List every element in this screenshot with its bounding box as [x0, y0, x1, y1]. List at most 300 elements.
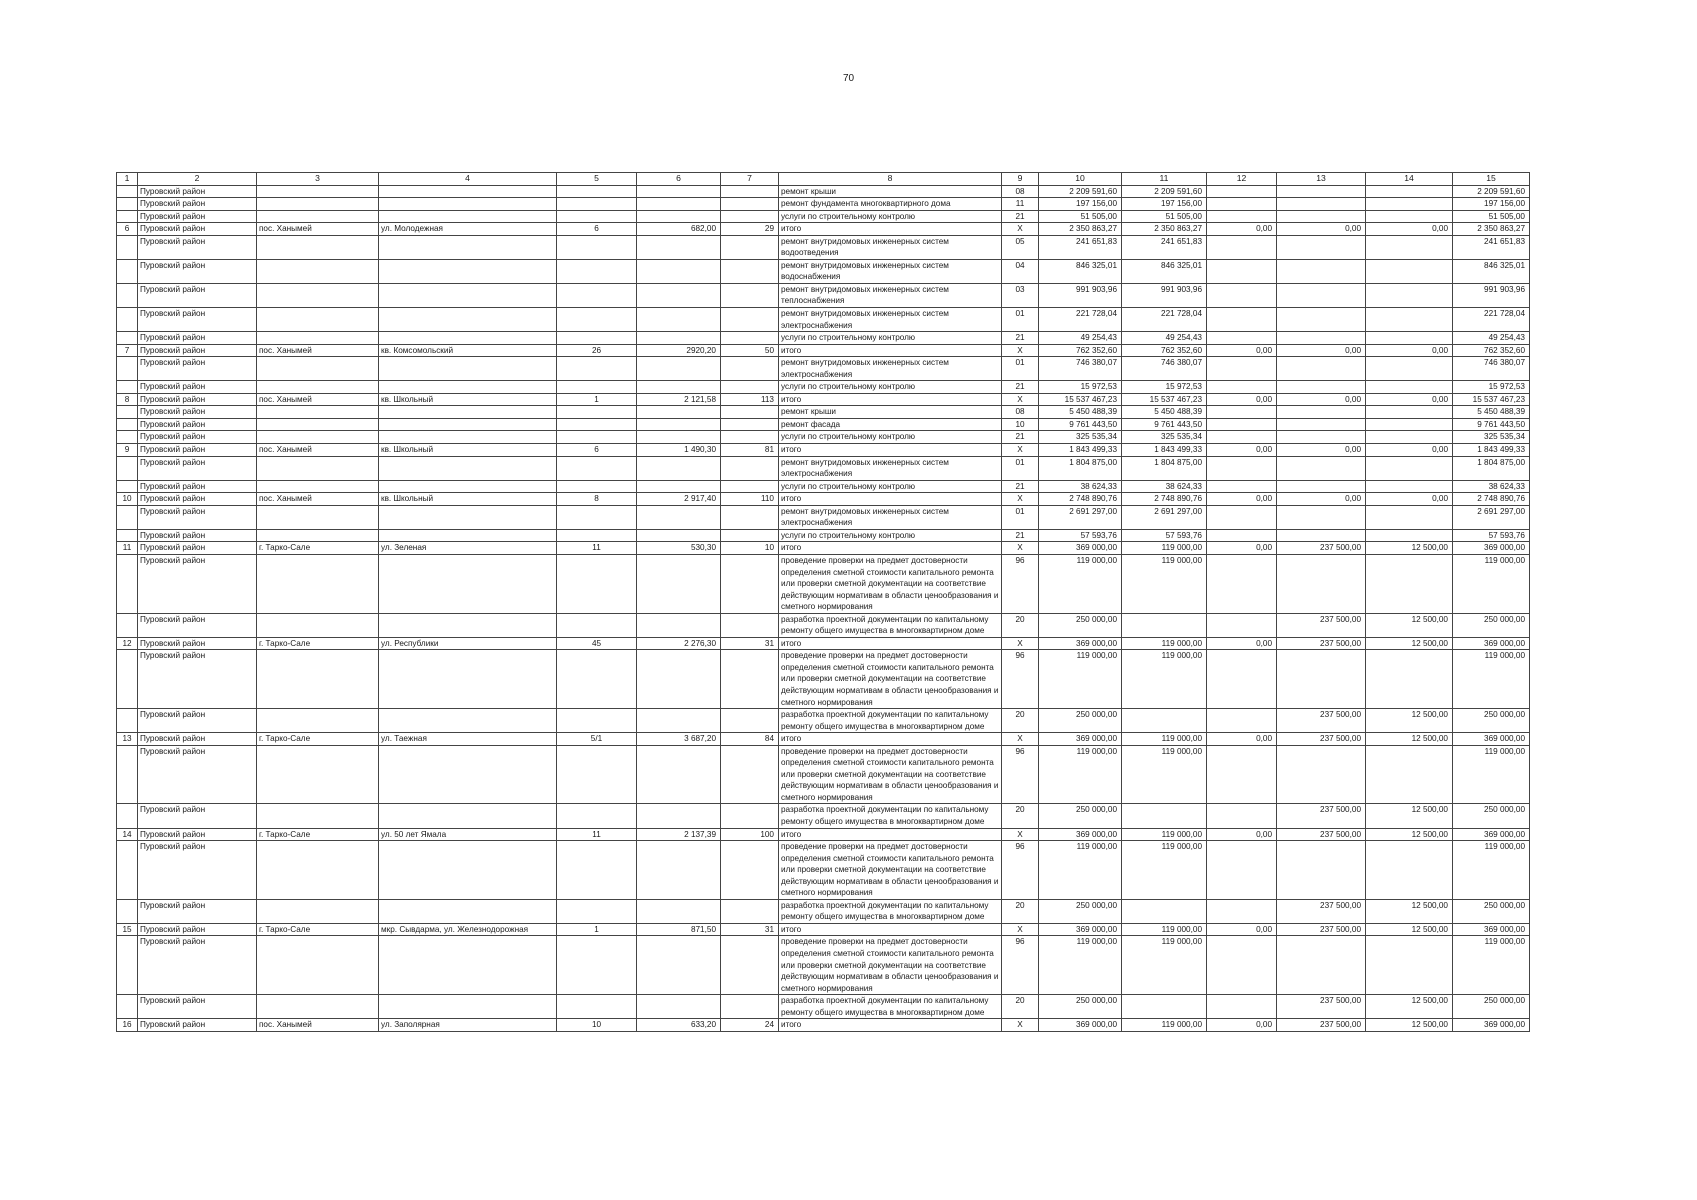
- table-cell: ул. Республики: [379, 637, 557, 650]
- table-cell: 12 500,00: [1366, 828, 1453, 841]
- table-cell: 0,00: [1277, 223, 1366, 236]
- table-cell: 119 000,00: [1453, 936, 1530, 995]
- table-cell: [721, 456, 779, 480]
- table-cell: [637, 357, 721, 381]
- table-cell: [637, 418, 721, 431]
- table-cell: ремонт фасада: [779, 418, 1002, 431]
- table-cell: [1366, 431, 1453, 444]
- table-cell: [1277, 381, 1366, 394]
- table-cell: [257, 745, 379, 804]
- table-cell: 119 000,00: [1039, 936, 1122, 995]
- table-cell: [1366, 185, 1453, 198]
- table-cell: [721, 505, 779, 529]
- table-row-object: [117, 223, 1530, 236]
- table-cell: [1207, 235, 1277, 259]
- table-cell: [117, 332, 138, 345]
- table-cell: 0,00: [1207, 542, 1277, 555]
- table-cell: 5 450 488,39: [1453, 406, 1530, 419]
- table-cell: 1 804 875,00: [1122, 456, 1207, 480]
- table-cell: [379, 210, 557, 223]
- table-cell: Пуровский район: [138, 406, 257, 419]
- table-cell: [557, 381, 637, 394]
- table-row-object: [117, 344, 1530, 357]
- table-cell: Пуровский район: [138, 554, 257, 613]
- table-cell: итого: [779, 493, 1002, 506]
- table-cell: X: [1002, 923, 1039, 936]
- table-cell: [117, 198, 138, 211]
- table-cell: [1366, 841, 1453, 900]
- table-row: [117, 431, 1530, 444]
- table-cell: [257, 418, 379, 431]
- table-cell: 369 000,00: [1039, 923, 1122, 936]
- table-cell: [1366, 357, 1453, 381]
- table-cell: X: [1002, 223, 1039, 236]
- table-cell: итого: [779, 444, 1002, 457]
- table-cell: 991 903,96: [1122, 283, 1207, 307]
- table-cell: [557, 554, 637, 613]
- table-cell: ремонт внутридомовых инженерных систем теплоснабжения: [779, 283, 1002, 307]
- table-cell: [637, 332, 721, 345]
- table-cell: [1366, 554, 1453, 613]
- table-cell: [1122, 709, 1207, 733]
- table-cell: 237 500,00: [1277, 804, 1366, 828]
- table-cell: ул. Зеленая: [379, 542, 557, 555]
- table-cell: [557, 745, 637, 804]
- table-cell: [1277, 283, 1366, 307]
- table-cell: услуги по строительному контролю: [779, 332, 1002, 345]
- table-cell: 0,00: [1277, 444, 1366, 457]
- table-cell: 237 500,00: [1277, 709, 1366, 733]
- table-cell: 01: [1002, 308, 1039, 332]
- table-cell: [257, 936, 379, 995]
- table-cell: 31: [721, 637, 779, 650]
- table-cell: [637, 406, 721, 419]
- table-cell: 110: [721, 493, 779, 506]
- table-row: [117, 283, 1530, 307]
- table-cell: [721, 995, 779, 1019]
- table-cell: [1366, 480, 1453, 493]
- table-cell: [1207, 185, 1277, 198]
- table-cell: 96: [1002, 650, 1039, 709]
- table-cell: 0,00: [1207, 223, 1277, 236]
- table-cell: Пуровский район: [138, 733, 257, 746]
- table-cell: X: [1002, 344, 1039, 357]
- table-cell: [1207, 308, 1277, 332]
- table-cell: 250 000,00: [1039, 709, 1122, 733]
- table-cell: 12 500,00: [1366, 613, 1453, 637]
- table-cell: 0,00: [1207, 1019, 1277, 1032]
- table-cell: [721, 418, 779, 431]
- column-number-cell: 10: [1039, 173, 1122, 186]
- table-cell: 05: [1002, 235, 1039, 259]
- table-cell: Пуровский район: [138, 357, 257, 381]
- table-cell: 12 500,00: [1366, 542, 1453, 555]
- table-cell: 12 500,00: [1366, 923, 1453, 936]
- table-cell: 49 254,43: [1453, 332, 1530, 345]
- table-cell: 746 380,07: [1122, 357, 1207, 381]
- table-cell: 197 156,00: [1453, 198, 1530, 211]
- table-cell: 8: [557, 493, 637, 506]
- table-cell: [117, 235, 138, 259]
- table-cell: [721, 357, 779, 381]
- table-cell: [1207, 283, 1277, 307]
- table-cell: 530,30: [637, 542, 721, 555]
- table-cell: 21: [1002, 210, 1039, 223]
- table-cell: Пуровский район: [138, 505, 257, 529]
- table-cell: 14: [117, 828, 138, 841]
- table-cell: Пуровский район: [138, 259, 257, 283]
- table-row-object: [117, 493, 1530, 506]
- table-cell: [637, 185, 721, 198]
- table-cell: [1366, 936, 1453, 995]
- table-cell: 237 500,00: [1277, 613, 1366, 637]
- table-cell: [1207, 613, 1277, 637]
- table-row-object: [117, 637, 1530, 650]
- table-cell: [117, 995, 138, 1019]
- table-cell: [1366, 381, 1453, 394]
- table-cell: [257, 841, 379, 900]
- table-cell: 2 748 890,76: [1122, 493, 1207, 506]
- table-cell: [637, 235, 721, 259]
- table-cell: 1 843 499,33: [1039, 444, 1122, 457]
- table-cell: 0,00: [1207, 393, 1277, 406]
- table-cell: Пуровский район: [138, 283, 257, 307]
- table-cell: X: [1002, 393, 1039, 406]
- table-cell: 26: [557, 344, 637, 357]
- table-cell: [637, 198, 721, 211]
- table-cell: [117, 259, 138, 283]
- table-cell: X: [1002, 1019, 1039, 1032]
- table-cell: 682,00: [637, 223, 721, 236]
- table-cell: [721, 936, 779, 995]
- table-cell: [637, 529, 721, 542]
- column-number-cell: 11: [1122, 173, 1207, 186]
- table-cell: 9 761 443,50: [1122, 418, 1207, 431]
- table-cell: 29: [721, 223, 779, 236]
- table-cell: [557, 529, 637, 542]
- table-cell: 237 500,00: [1277, 1019, 1366, 1032]
- table-row-object: [117, 828, 1530, 841]
- table-cell: [117, 308, 138, 332]
- table-cell: [637, 431, 721, 444]
- table-cell: 96: [1002, 936, 1039, 995]
- table-cell: 2 350 863,27: [1122, 223, 1207, 236]
- table-cell: [1366, 456, 1453, 480]
- table-cell: [557, 505, 637, 529]
- table-row: [117, 235, 1530, 259]
- table-cell: 96: [1002, 554, 1039, 613]
- table-cell: [1277, 406, 1366, 419]
- table-cell: 2 276,30: [637, 637, 721, 650]
- table-cell: 250 000,00: [1453, 995, 1530, 1019]
- table-cell: [117, 185, 138, 198]
- table-cell: Пуровский район: [138, 210, 257, 223]
- table-cell: [379, 308, 557, 332]
- table-row: [117, 995, 1530, 1019]
- table-cell: 51 505,00: [1039, 210, 1122, 223]
- table-cell: 119 000,00: [1122, 745, 1207, 804]
- table-cell: 0,00: [1207, 344, 1277, 357]
- table-cell: [1277, 650, 1366, 709]
- table-row: [117, 480, 1530, 493]
- table-cell: проведение проверки на предмет достоверности определения сметной стоимости капитального ремонта или проверки сметной документации на соответствие действующим нормативам в области ценообразования и сметного нормирования: [779, 650, 1002, 709]
- table-cell: [721, 431, 779, 444]
- table-cell: 2 691 297,00: [1122, 505, 1207, 529]
- table-cell: 119 000,00: [1453, 745, 1530, 804]
- table-cell: [637, 456, 721, 480]
- table-cell: [1207, 936, 1277, 995]
- table-cell: [557, 406, 637, 419]
- table-cell: 119 000,00: [1122, 542, 1207, 555]
- table-cell: [637, 995, 721, 1019]
- table-cell: [557, 431, 637, 444]
- table-cell: [637, 505, 721, 529]
- table-cell: [637, 283, 721, 307]
- table-cell: [1366, 332, 1453, 345]
- table-cell: Пуровский район: [138, 198, 257, 211]
- table-cell: 1 490,30: [637, 444, 721, 457]
- table-cell: разработка проектной документации по капитальному ремонту общего имущества в многоквартирном доме: [779, 995, 1002, 1019]
- table-cell: 15 537 467,23: [1453, 393, 1530, 406]
- table-cell: [637, 841, 721, 900]
- table-cell: [1207, 745, 1277, 804]
- table-cell: 100: [721, 828, 779, 841]
- table-cell: [1366, 308, 1453, 332]
- table-cell: Пуровский район: [138, 1019, 257, 1032]
- table-cell: 119 000,00: [1453, 650, 1530, 709]
- table-cell: [379, 505, 557, 529]
- table-cell: 369 000,00: [1039, 1019, 1122, 1032]
- table-cell: 1 804 875,00: [1453, 456, 1530, 480]
- table-cell: проведение проверки на предмет достоверности определения сметной стоимости капитального ремонта или проверки сметной документации на соответствие действующим нормативам в области ценообразования и сметного нормирования: [779, 745, 1002, 804]
- table-cell: 51 505,00: [1453, 210, 1530, 223]
- table-cell: [557, 480, 637, 493]
- table-cell: 15: [117, 923, 138, 936]
- table-cell: 2 137,39: [637, 828, 721, 841]
- table-cell: 31: [721, 923, 779, 936]
- table-cell: [557, 456, 637, 480]
- table-cell: [379, 332, 557, 345]
- table-cell: 08: [1002, 406, 1039, 419]
- table-cell: [637, 480, 721, 493]
- table-row: [117, 332, 1530, 345]
- table-cell: [117, 804, 138, 828]
- table-cell: [117, 283, 138, 307]
- table-cell: [117, 936, 138, 995]
- table-cell: [557, 899, 637, 923]
- table-cell: 96: [1002, 745, 1039, 804]
- table-cell: [379, 899, 557, 923]
- table-cell: [257, 456, 379, 480]
- table-cell: [557, 995, 637, 1019]
- table-cell: 96: [1002, 841, 1039, 900]
- table-cell: ремонт внутридомовых инженерных систем электроснабжения: [779, 456, 1002, 480]
- table-cell: 13: [117, 733, 138, 746]
- table-cell: [117, 841, 138, 900]
- table-cell: [257, 554, 379, 613]
- table-row: [117, 185, 1530, 198]
- table-cell: 237 500,00: [1277, 828, 1366, 841]
- table-row: [117, 210, 1530, 223]
- table-cell: итого: [779, 542, 1002, 555]
- table-cell: проведение проверки на предмет достоверности определения сметной стоимости капитального ремонта или проверки сметной документации на соответствие действующим нормативам в области ценообразования и сметного нормирования: [779, 841, 1002, 900]
- table-cell: 6: [117, 223, 138, 236]
- table-cell: [557, 804, 637, 828]
- table-cell: Пуровский район: [138, 332, 257, 345]
- table-cell: 6: [557, 223, 637, 236]
- table-cell: [257, 505, 379, 529]
- table-row: [117, 198, 1530, 211]
- table-cell: итого: [779, 733, 1002, 746]
- table-cell: [1277, 480, 1366, 493]
- table-cell: [721, 308, 779, 332]
- table-cell: 2 917,40: [637, 493, 721, 506]
- table-cell: [721, 899, 779, 923]
- table-cell: 119 000,00: [1453, 554, 1530, 613]
- table-cell: [557, 185, 637, 198]
- table-row: [117, 613, 1530, 637]
- table-cell: 119 000,00: [1122, 923, 1207, 936]
- table-cell: 369 000,00: [1039, 828, 1122, 841]
- table-cell: мкр. Сывдарма, ул. Железнодорожная: [379, 923, 557, 936]
- table-cell: 846 325,01: [1122, 259, 1207, 283]
- table-cell: X: [1002, 493, 1039, 506]
- table-cell: 10: [117, 493, 138, 506]
- table-row: [117, 357, 1530, 381]
- table-cell: Пуровский район: [138, 456, 257, 480]
- table-cell: [257, 185, 379, 198]
- table-cell: [117, 381, 138, 394]
- table-cell: 38 624,33: [1039, 480, 1122, 493]
- table-cell: Пуровский район: [138, 923, 257, 936]
- table-cell: [1277, 936, 1366, 995]
- table-cell: 197 156,00: [1122, 198, 1207, 211]
- table-cell: 1 804 875,00: [1039, 456, 1122, 480]
- table-cell: [257, 235, 379, 259]
- table-cell: Пуровский район: [138, 828, 257, 841]
- table-row: [117, 841, 1530, 900]
- table-cell: [117, 709, 138, 733]
- table-cell: ремонт внутридомовых инженерных систем электроснабжения: [779, 308, 1002, 332]
- table-cell: [721, 841, 779, 900]
- column-number-cell: 1: [117, 173, 138, 186]
- table-row: [117, 505, 1530, 529]
- table-cell: [721, 745, 779, 804]
- table-cell: Пуровский район: [138, 637, 257, 650]
- table-cell: [557, 613, 637, 637]
- table-cell: [1277, 198, 1366, 211]
- table-cell: [1122, 995, 1207, 1019]
- table-cell: [117, 899, 138, 923]
- table-cell: 1: [557, 923, 637, 936]
- table-cell: [1207, 529, 1277, 542]
- table-cell: 250 000,00: [1039, 899, 1122, 923]
- table-row: [117, 745, 1530, 804]
- table-cell: [257, 381, 379, 394]
- table-cell: Пуровский район: [138, 529, 257, 542]
- table-cell: 12 500,00: [1366, 637, 1453, 650]
- table-cell: 221 728,04: [1453, 308, 1530, 332]
- table-cell: 21: [1002, 529, 1039, 542]
- table-cell: 762 352,60: [1039, 344, 1122, 357]
- table-cell: [379, 529, 557, 542]
- table-row-object: [117, 1019, 1530, 1032]
- table-cell: 241 651,83: [1039, 235, 1122, 259]
- table-cell: [721, 529, 779, 542]
- table-cell: [721, 804, 779, 828]
- table-cell: [257, 210, 379, 223]
- table-cell: 11: [1002, 198, 1039, 211]
- table-cell: [1207, 357, 1277, 381]
- table-cell: [379, 995, 557, 1019]
- page-number: 70: [842, 73, 855, 84]
- column-number-cell: 13: [1277, 173, 1366, 186]
- table-cell: ремонт внутридомовых инженерных систем электроснабжения: [779, 505, 1002, 529]
- table-cell: 846 325,01: [1453, 259, 1530, 283]
- table-cell: Пуровский район: [138, 745, 257, 804]
- table-cell: [1122, 613, 1207, 637]
- table-cell: [1207, 259, 1277, 283]
- table-cell: [379, 381, 557, 394]
- table-cell: 2 209 591,60: [1039, 185, 1122, 198]
- table-cell: [379, 841, 557, 900]
- table-cell: [721, 613, 779, 637]
- table-cell: услуги по строительному контролю: [779, 480, 1002, 493]
- table-cell: [1366, 650, 1453, 709]
- table-cell: 871,50: [637, 923, 721, 936]
- table-cell: 50: [721, 344, 779, 357]
- table-cell: 0,00: [1277, 344, 1366, 357]
- table-cell: [721, 554, 779, 613]
- table-cell: 0,00: [1207, 493, 1277, 506]
- table-cell: 237 500,00: [1277, 542, 1366, 555]
- table-cell: 746 380,07: [1453, 357, 1530, 381]
- table-cell: кв. Школьный: [379, 393, 557, 406]
- table-cell: [1122, 804, 1207, 828]
- table-row: [117, 709, 1530, 733]
- table-cell: [257, 198, 379, 211]
- table-cell: Пуровский район: [138, 308, 257, 332]
- table-cell: ул. Таежная: [379, 733, 557, 746]
- table-cell: Пуровский район: [138, 480, 257, 493]
- table-cell: [637, 259, 721, 283]
- table-cell: [637, 308, 721, 332]
- table-cell: 2 209 591,60: [1453, 185, 1530, 198]
- table-cell: [257, 804, 379, 828]
- table-row: [117, 899, 1530, 923]
- table-cell: [721, 480, 779, 493]
- table-cell: [1207, 995, 1277, 1019]
- table-cell: [557, 332, 637, 345]
- table-row: [117, 529, 1530, 542]
- table-cell: [379, 456, 557, 480]
- table-cell: [1277, 554, 1366, 613]
- table-cell: [1277, 418, 1366, 431]
- table-cell: [379, 480, 557, 493]
- table-cell: 369 000,00: [1453, 542, 1530, 555]
- table-cell: 2 121,58: [637, 393, 721, 406]
- table-cell: [1207, 332, 1277, 345]
- table-cell: [117, 357, 138, 381]
- table-row-object: [117, 542, 1530, 555]
- table-cell: [1207, 841, 1277, 900]
- table-cell: 01: [1002, 456, 1039, 480]
- table-cell: итого: [779, 637, 1002, 650]
- table-row: [117, 936, 1530, 995]
- table-cell: [257, 406, 379, 419]
- table-cell: ремонт внутридомовых инженерных систем водоснабжения: [779, 259, 1002, 283]
- table-cell: [379, 406, 557, 419]
